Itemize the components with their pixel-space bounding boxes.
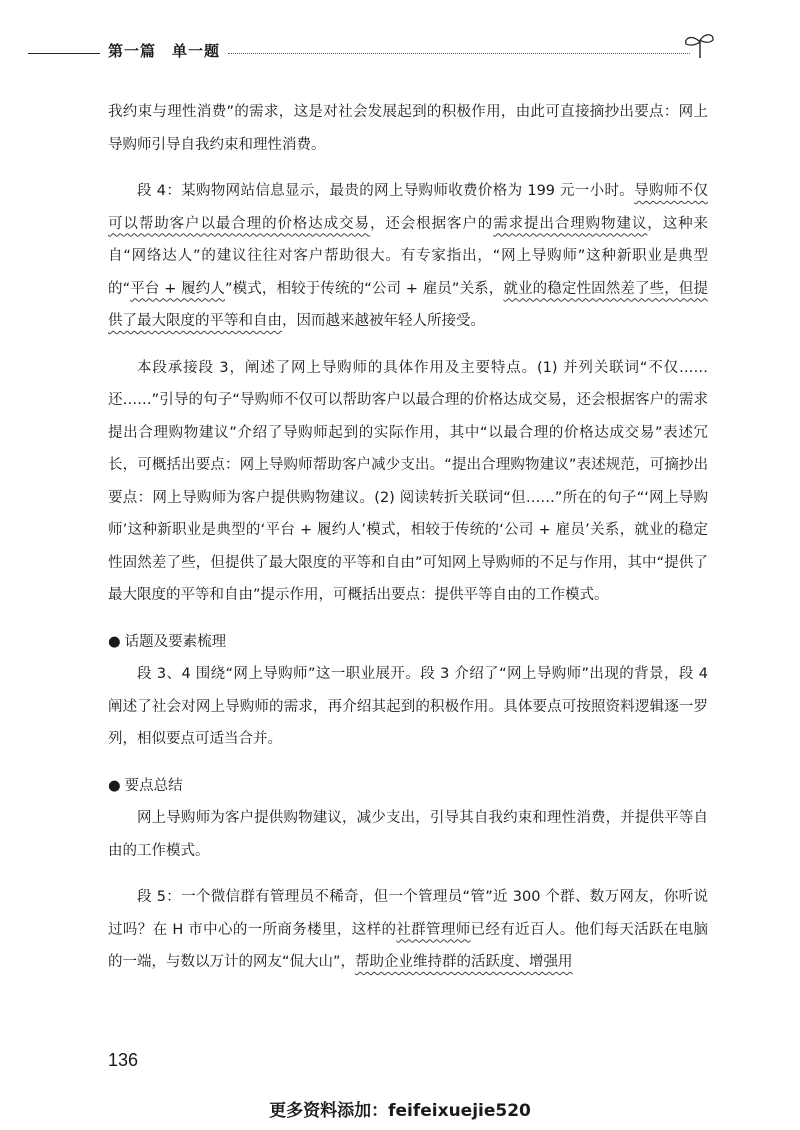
paragraph-analysis: 本段承接段 3，阐述了网上导购师的具体作用及主要特点。(1) 并列关联词“不仅……还……”引导的句子“导购师不仅可以帮助客户以最合理的价格达成交易，还会根据客户的需求提出合理购物建议”介绍了导购师起到的实际作用，其中“以最合理的价格达成交易”表述冗长，可概括出要点：网上导购师帮助客户减少支出。“提出合理购物建议”表述规范，可摘抄出要点：网上导购师为客户提供购物建议。(2) 阅读转折关联词“但……”所在的句子“‘网上导购师’这种新职业是典型的‘平台 + 履约人’模式，相较于传统的‘公司 + 雇员’关系，就业的稳定性固然差了些，但提供了最大限度的平等和自由”可知网上导购师的不足与作用，其中“提供了最大限度的平等和自由”提示作用，可概括出要点：提供平等自由的工作模式。 [108, 359, 708, 603]
bullet-heading-label: 话题及要素梳理 [124, 633, 227, 650]
page-number: 136 [108, 1050, 139, 1070]
page-body [108, 96, 708, 993]
section-title: 第一篇 单一题 [108, 42, 221, 60]
bullet-icon: ● [108, 633, 121, 650]
footer-note: 更多资料添加：feifeixuejie520 [269, 1101, 531, 1121]
header-rule-left [28, 53, 100, 54]
paragraph-topic: 段 3、4 围绕“网上导购师”这一职业展开。段 3 介绍了“网上导购师”出现的背景，段 4 阐述了社会对网上导购师的需求，再介绍其起到的积极作用。具体要点可按照资料逻辑逐一罗列，相似要点可适当合并。 [108, 666, 708, 747]
text-run: 已经有近百人。他们每天活跃在电脑的一端，与数以万计的网友“侃大山”， [108, 921, 708, 970]
underlined-phrase: 就业的稳定性固然差了些，但提供了最大限度的平等和自由 [108, 280, 709, 329]
bullet-icon: ● [108, 777, 121, 794]
text-run: ，这种来自“网络达人”的建议往往对客户帮助很大。有专家指出，“网上导购师”这种新职业是典型的“ [108, 215, 709, 297]
running-header [0, 36, 800, 66]
paragraph-summary: 网上导购师为客户提供购物建议，减少支出，引导其自我约束和理性消费，并提供平等自由的工作模式。 [108, 810, 708, 859]
paragraph-continuation: 我约束与理性消费”的需求，这是对社会发展起到的积极作用，由此可直接摘抄出要点：网上导购师引导自我约束和理性消费。 [108, 104, 708, 153]
underlined-phrase: 社群管理师 [396, 921, 471, 938]
underlined-phrase: 平台 + 履约人 [130, 280, 225, 297]
sprout-icon [680, 30, 720, 60]
bullet-heading-summary [108, 770, 708, 803]
bullet-heading-label: 要点总结 [124, 777, 183, 794]
underlined-phrase: 导购师不仅可以帮助客户以最合理的价格达成交易 [108, 183, 708, 232]
paragraph-source-4 [108, 175, 708, 338]
text-run: ，还会根据客户的 [369, 215, 494, 232]
source-4-intro: 段 4：某购物网站信息显示，最贵的网上导购师收费价格为 199 元一小时。 [137, 183, 635, 199]
underlined-phrase: 帮助企业维持群的活跃度、增强用 [355, 954, 573, 970]
underlined-phrase: 需求提出合理购物建议 [493, 215, 648, 232]
paragraph-source-5 [108, 881, 708, 979]
bullet-heading-topic [108, 626, 708, 659]
text-run: 段 5：一个微信群有管理员不稀奇，但一个管理员“管”近 300 个群、数万网友，你听说过吗？在 H 市中心的一所商务楼里，这样的 [108, 889, 708, 938]
text-run: ，因而越来越被年轻人所接受。 [282, 313, 485, 329]
header-dotted-rule [228, 53, 690, 54]
text-run: ”模式，相较于传统的“公司 + 雇员”关系， [224, 280, 504, 297]
